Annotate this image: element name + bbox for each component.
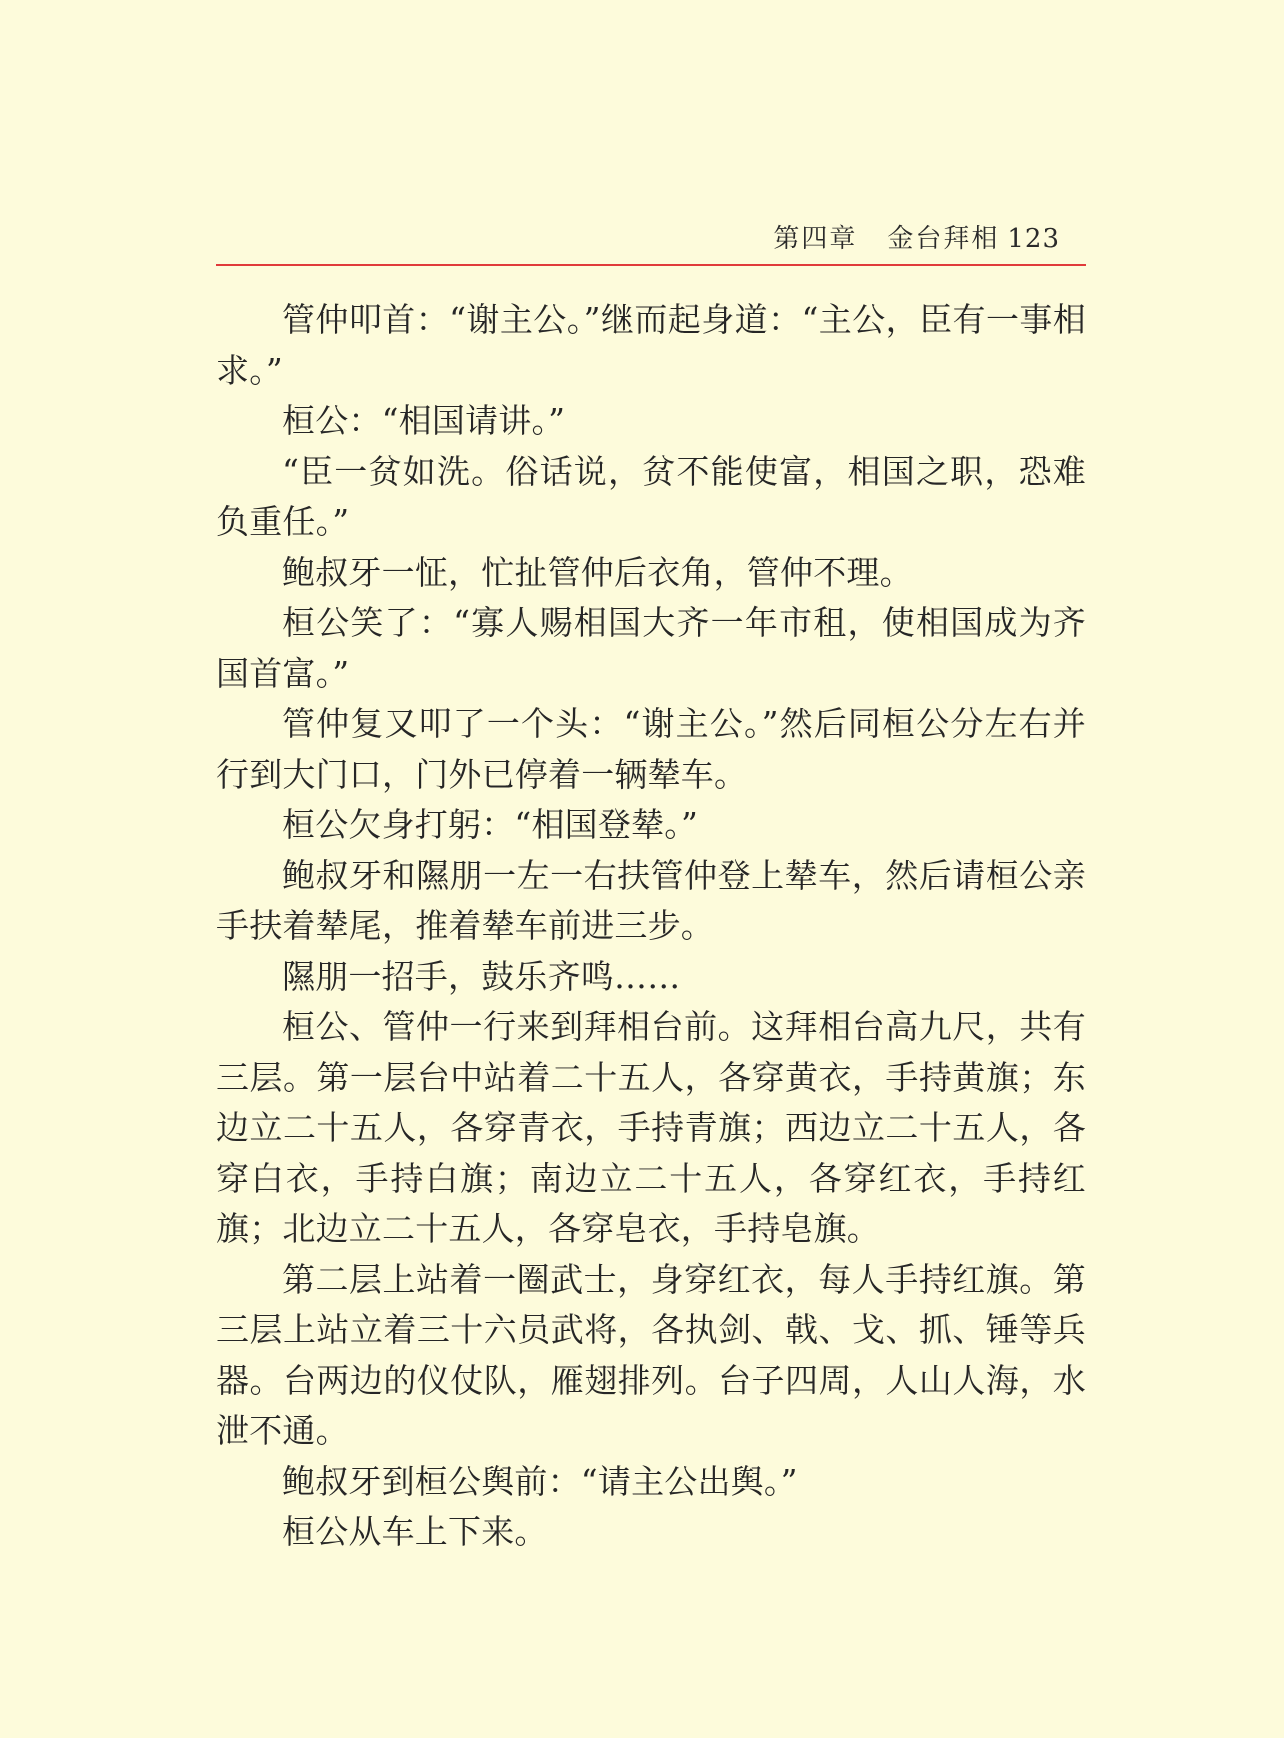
running-header: [216, 218, 1086, 258]
paragraph: 鲍叔牙和隰朋一左一右扶管仲登上辇车，然后请桓公亲手扶着辇尾，推着辇车前进三步。: [216, 855, 1086, 945]
chapter-title: 金台拜相: [887, 224, 1000, 254]
paragraph: 鲍叔牙一怔，忙扯管仲后衣角，管仲不理。: [282, 552, 913, 592]
paragraph: 桓公、管仲一行来到拜相台前。这拜相台高九尺，共有三层。第一层台中站着二十五人，各穿黄衣，手持黄旗；东边立二十五人，各穿青衣，手持青旗；西边立二十五人，各穿白衣，手持白旗；南边立二十五人，各穿红衣，手持红旗；北边立二十五人，各穿皂衣，手持皂旗。: [216, 1007, 1086, 1248]
page-number: 123: [1007, 224, 1060, 254]
paragraph: 管仲叩首：“谢主公。”继而起身道：“主公，臣有一事相求。”: [216, 300, 1086, 390]
header-divider: [216, 264, 1086, 266]
paragraph: 鲍叔牙到桓公舆前：“请主公出舆。”: [282, 1461, 798, 1501]
paragraph: 桓公：“相国请讲。”: [282, 401, 566, 440]
body-text: [216, 295, 1086, 1558]
paragraph: 管仲复又叩了一个头：“谢主公。”然后同桓公分左右并行到大门口，门外已停着一辆辇车。: [216, 704, 1086, 794]
paragraph: 隰朋一招手，鼓乐齐鸣……: [282, 956, 681, 996]
paragraph: 桓公笑了：“寡人赐相国大齐一年市租，使相国成为齐国首富。”: [216, 603, 1086, 693]
paragraph: “臣一贫如洗。俗话说，贫不能使富，相国之职，恐难负重任。”: [216, 451, 1086, 541]
paragraph: 第二层上站着一圈武士，身穿红衣，每人手持红旗。第三层上站立着三十六员武将，各执剑、戟、戈、抓、锤等兵器。台两边的仪仗队，雁翅排列。台子四周，人山人海，水泄不通。: [216, 1259, 1086, 1450]
paragraph: 桓公从车上下来。: [282, 1512, 548, 1551]
paragraph: 桓公欠身打躬：“相国登辇。”: [282, 805, 699, 844]
chapter-label: 第四章: [773, 224, 858, 254]
